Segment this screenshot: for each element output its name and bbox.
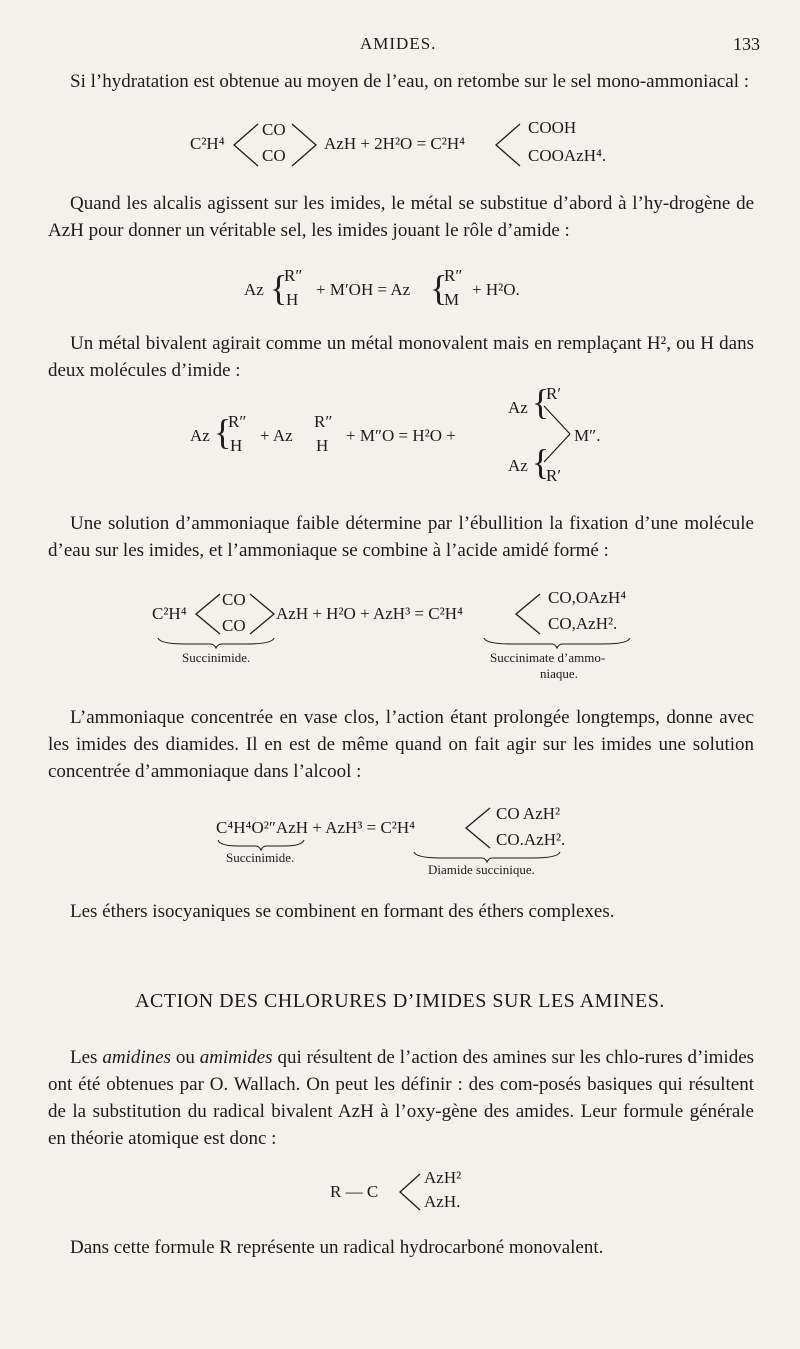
- formula-r: R″: [284, 266, 303, 285]
- curly-brace: {: [532, 382, 550, 422]
- formula-az: Az: [190, 426, 210, 445]
- formula-amidine-general: [330, 1168, 480, 1218]
- p7-prefix: Les: [70, 1047, 98, 1068]
- formula-right-bottom: CO,AzH².: [548, 614, 618, 633]
- formula-right-top: AzH²: [424, 1168, 462, 1187]
- section-heading: ACTION DES CHLORURES D’IMIDES SUR LES AMINES.: [135, 990, 665, 1012]
- formula-middle: + M′OH = Az: [316, 280, 411, 299]
- formula-co-top: CO: [222, 590, 246, 609]
- formula-m: M″.: [574, 426, 601, 445]
- running-title: AMIDES.: [360, 34, 437, 53]
- term-amidines: amidines: [102, 1047, 171, 1068]
- page-header: [0, 34, 800, 58]
- formula-right-bottom: COOAzH⁴.: [528, 146, 607, 165]
- paragraph-3: Un métal bivalent agirait comme un métal monovalent mais en remplaçant H², ou H dans deux molécules d’imide :: [48, 333, 754, 381]
- formula-succinimide-ammonia: [152, 590, 652, 686]
- label-succinimide: Succinimide.: [182, 650, 251, 665]
- label-succinimate-1: Succinimate d’ammo-: [490, 650, 606, 665]
- curly-brace: {: [430, 268, 448, 308]
- underbrace: [156, 636, 276, 650]
- underbrace: [482, 636, 632, 650]
- formula-radical: C²H⁴: [152, 604, 187, 623]
- formula-end: + H²O.: [472, 280, 520, 299]
- p7-rest: qui résultent de l’action des amines sur les chlo-rures d’imides ont été obtenues par O. Wallach. On peut les définir : des com-posés basiques qui résultent de la substitution du radical bivalent AzH à l’oxy-gène des amides. Leur formule générale en théorie atomique est donc :: [48, 1047, 755, 1149]
- formula-az: Az: [244, 280, 264, 299]
- paragraph-7: [48, 1044, 754, 1152]
- formula-right-top: CO,OAzH⁴: [548, 588, 627, 607]
- formula-right-bottom: AzH.: [424, 1192, 461, 1211]
- formula-middle: + M″O = H²O +: [346, 426, 456, 445]
- formula-co-top: CO: [262, 120, 286, 139]
- angle-bracket-left: [192, 590, 222, 640]
- formula-h: H: [230, 436, 243, 455]
- formula-az-bottom: Az: [508, 456, 528, 475]
- formula-r: R″: [314, 412, 333, 431]
- paragraph-2: Quand les alcalis agissent sur les imides, le métal se substitue d’abord à l’hy-drogène de AzH pour donner un véritable sel, les imides jouant le rôle d’amide :: [48, 193, 754, 241]
- p7-mid: ou: [175, 1047, 195, 1068]
- angle-bracket-left: [512, 590, 542, 640]
- formula-middle: AzH + 2H²O = C²H⁴: [324, 134, 466, 153]
- formula-r-top: R′: [546, 384, 562, 403]
- paragraph-4: Une solution d’ammoniaque faible détermine par l’ébullition la fixation d’une molécule d’eau sur les imides, et l’ammoniaque se combine à l’acide amidé formé :: [48, 513, 754, 561]
- formula-radical: C²H⁴: [190, 134, 225, 153]
- formula-left: C⁴H⁴O²″AzH + AzH³ = C²H⁴: [216, 818, 416, 837]
- curly-brace: {: [270, 268, 288, 308]
- paragraph-6: Les éthers isocyaniques se combinent en formant des éthers complexes.: [70, 901, 615, 922]
- label-succinimate-2: niaque.: [540, 666, 578, 681]
- formula-r: R″: [228, 412, 247, 431]
- formula-hydration: [190, 118, 630, 174]
- angle-bracket-left: [462, 804, 492, 854]
- formula-r-bottom: R′: [546, 466, 562, 485]
- page-number: 133: [733, 34, 760, 54]
- formula-diamide: [216, 804, 616, 877]
- formula-left: R — C: [330, 1182, 379, 1201]
- angle-bracket-right: [290, 120, 320, 170]
- curly-brace: {: [214, 412, 232, 452]
- formula-co-bottom: CO: [262, 146, 286, 165]
- label-diamide: Diamide succinique.: [428, 862, 535, 877]
- formula-right-top: COOH: [528, 118, 577, 137]
- formula-right-top: CO AzH²: [496, 804, 561, 823]
- paragraph-1: Si l’hydratation est obtenue au moyen de l’eau, on retombe sur le sel mono-ammoniacal :: [70, 71, 750, 92]
- formula-az-top: Az: [508, 398, 528, 417]
- formula-h: H: [286, 290, 299, 309]
- formula-r: R″: [444, 266, 463, 285]
- formula-right-bottom: CO.AzH².: [496, 830, 566, 849]
- formula-bivalent-metal: [190, 382, 620, 486]
- formula-plus-az: + Az: [260, 426, 293, 445]
- paragraph-5: L’ammoniaque concentrée en vase clos, l’action étant prolongée longtemps, donne avec les imides des diamides. Il en est de même quand on fait agir sur les imides une solution concentrée d’ammoniaque dans l’alcool :: [48, 707, 754, 782]
- angle-bracket-left: [230, 120, 260, 170]
- formula-h: H: [316, 436, 329, 455]
- label-succinimide: Succinimide.: [226, 850, 295, 865]
- curly-brace: {: [532, 442, 550, 482]
- formula-middle: AzH + H²O + AzH³ = C²H⁴: [276, 604, 463, 623]
- paragraph-8: Dans cette formule R représente un radical hydrocarboné monovalent.: [70, 1237, 604, 1258]
- formula-m: M: [444, 290, 460, 309]
- formula-metal-salt: [240, 266, 570, 316]
- angle-bracket-right: [248, 590, 278, 640]
- angle-bracket-left: [396, 1170, 422, 1216]
- angle-bracket-left: [492, 120, 522, 170]
- term-amimides: amimides: [199, 1047, 273, 1068]
- formula-co-bottom: CO: [222, 616, 246, 635]
